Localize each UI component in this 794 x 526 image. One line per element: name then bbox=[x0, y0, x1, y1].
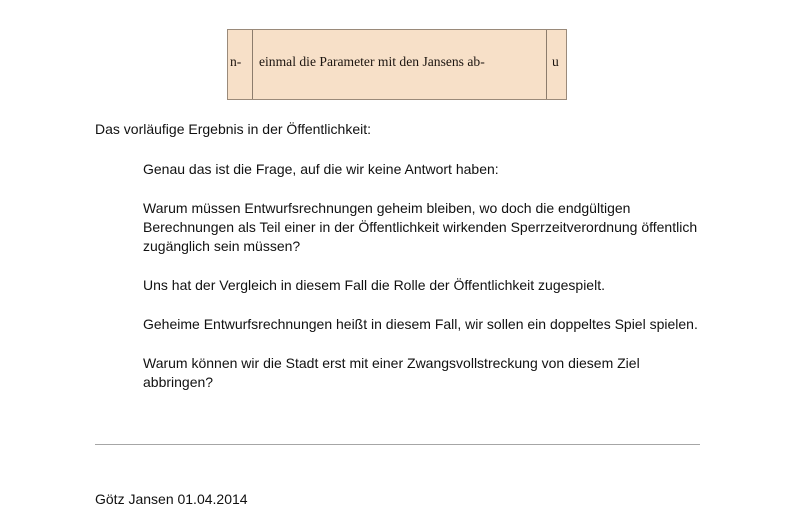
paragraph: Uns hat der Vergleich in diesem Fall die Rolle der Öffentlichkeit zugespielt. bbox=[143, 277, 605, 293]
section-heading: Das vorläufige Ergebnis in der Öffentlichkeit: bbox=[95, 121, 371, 137]
paragraph: Geheime Entwurfsrechnungen heißt in diesem Fall, wir sollen ein doppeltes Spiel spielen. bbox=[143, 316, 698, 332]
newspaper-clipping bbox=[227, 29, 567, 100]
paragraph: Genau das ist die Frage, auf die wir keine Antwort haben: bbox=[143, 161, 499, 177]
quoted-block bbox=[143, 160, 703, 412]
clipping-left-column bbox=[230, 29, 250, 100]
paragraph: Warum müssen Entwurfsrechnungen geheim bleiben, wo doch die endgültigen Berechnungen als Teil einer in der Öffentlichkeit wirkenden Sperrzeitverordnung öffentlich zugänglich sein müssen? bbox=[143, 200, 698, 254]
clipping-line: einmal die Parameter mit den Jansens ab- bbox=[259, 54, 485, 69]
clipping-main-column bbox=[259, 29, 539, 100]
clipping-column-rule bbox=[546, 30, 547, 99]
signature-line: Götz Jansen 01.04.2014 bbox=[95, 491, 248, 507]
clipping-left-fragment: n- bbox=[230, 54, 242, 69]
clipping-right-column bbox=[552, 29, 567, 100]
paragraph: Warum können wir die Stadt erst mit einer Zwangsvollstreckung von diesem Ziel abbringen? bbox=[143, 355, 640, 390]
clipping-right-fragment: u bbox=[552, 54, 559, 69]
horizontal-divider bbox=[95, 444, 700, 445]
clipping-column-rule bbox=[252, 30, 253, 99]
